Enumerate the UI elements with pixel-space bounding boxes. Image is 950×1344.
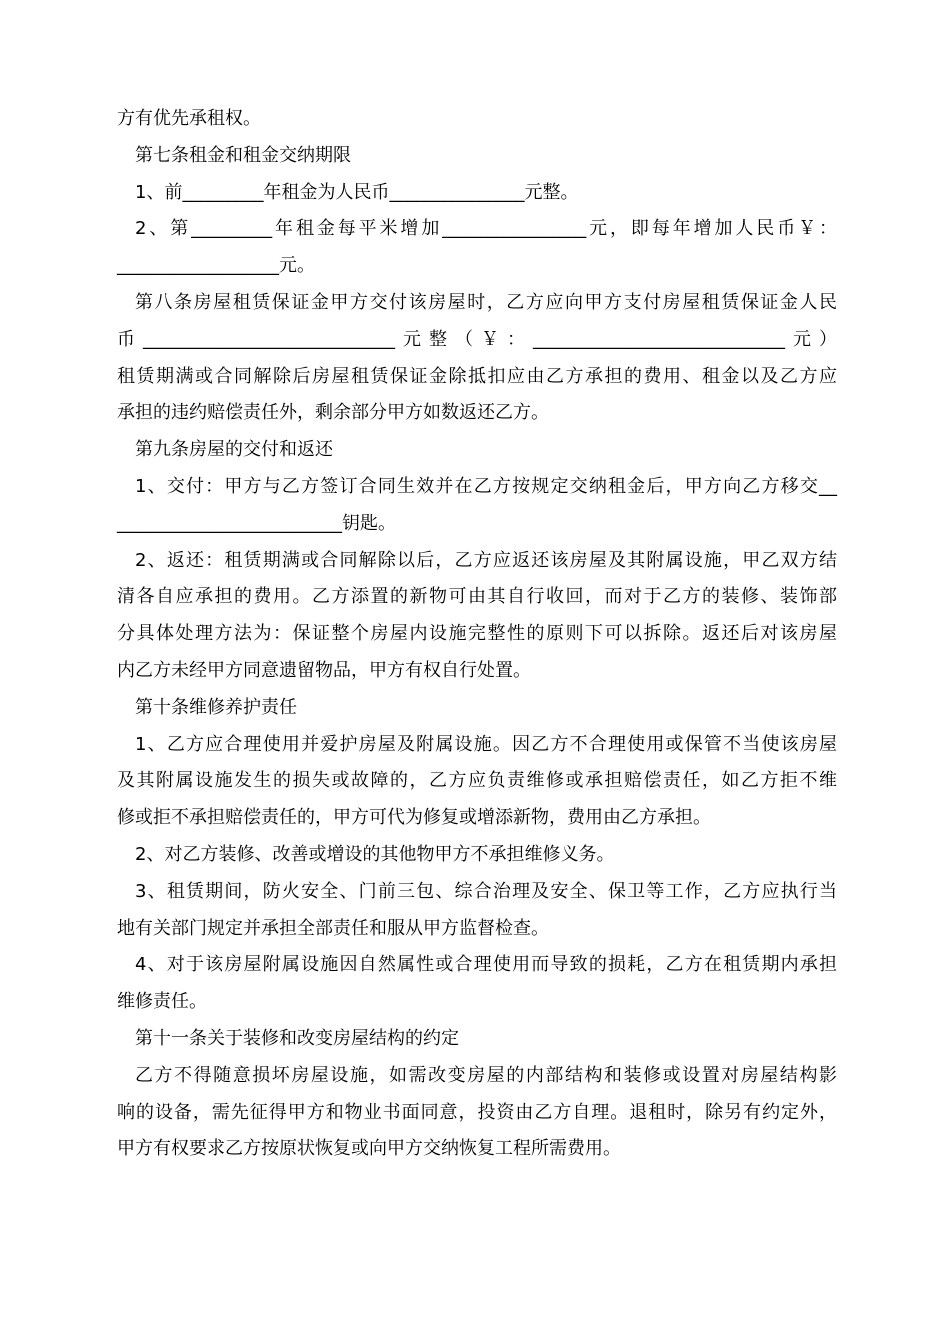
paragraph-line: 乙方不得随意损坏房屋设施，如需改变房屋的内部结构和装修或设置对房屋结构影 <box>135 1064 837 1086</box>
paragraph-line: 2、对乙方装修、改善或增设的其他物甲方不承担维修义务。 <box>135 843 615 865</box>
paragraph-line: _________________________钥匙。 <box>117 512 396 534</box>
paragraph-line: 响的设备，需先征得甲方和物业书面同意，投资由乙方自理。退租时，除另有约定外， <box>117 1101 837 1123</box>
paragraph-line: 清各自应承担的费用。乙方添置的新物可由其自行收回，而对于乙方的装修、装饰部 <box>117 586 837 608</box>
paragraph-line: __________________元。 <box>117 255 315 277</box>
paragraph-line: 承担的违约赔偿责任外，剩余部分甲方如数返还乙方。 <box>117 402 549 424</box>
paragraph-line: 第八条房屋租赁保证金甲方交付该房屋时，乙方应向甲方支付房屋租赁保证金人民 <box>135 291 837 313</box>
paragraph-line: 内乙方未经甲方同意遗留物品，甲方有权自行处置。 <box>117 659 531 681</box>
paragraph-line: 4、对于该房屋附属设施因自然属性或合理使用而导致的损耗，乙方在租赁期内承担 <box>135 954 837 976</box>
paragraph-line: 2、返还：租赁期满或合同解除以后，乙方应返还该房屋及其附属设施，甲乙双方结 <box>135 549 837 571</box>
paragraph-line: 3、租赁期间，防火安全、门前三包、综合治理及安全、保卫等工作，乙方应执行当 <box>135 880 837 902</box>
document-body <box>117 101 837 1168</box>
paragraph-line: 1、交付：甲方与乙方签订合同生效并在乙方按规定交纳租金后，甲方向乙方移交__ <box>135 475 837 497</box>
paragraph-line: 币____________________________元整（￥：____________________________元） <box>117 328 837 350</box>
paragraph-line: 2、第_________年租金每平米增加________________元，即每年增加人民币￥： <box>135 218 837 240</box>
paragraph-line: 租赁期满或合同解除后房屋租赁保证金除抵扣应由乙方承担的费用、租金以及乙方应 <box>117 365 837 387</box>
paragraph-line: 甲方有权要求乙方按原状恢复或向甲方交纳恢复工程所需费用。 <box>117 1138 621 1160</box>
paragraph-line: 修或拒不承担赔偿责任的，甲方可代为修复或增添新物，费用由乙方承担。 <box>117 807 711 829</box>
section-heading: 第九条房屋的交付和返还 <box>135 439 333 461</box>
section-heading: 第七条租金和租金交纳期限 <box>135 144 351 166</box>
paragraph-line: 地有关部门规定并承担全部责任和服从甲方监督检查。 <box>117 917 549 939</box>
section-heading: 第十条维修养护责任 <box>135 696 297 718</box>
paragraph-line: 维修责任。 <box>117 991 207 1013</box>
paragraph-line: 1、乙方应合理使用并爱护房屋及附属设施。因乙方不合理使用或保管不当使该房屋 <box>135 733 837 755</box>
paragraph-line: 及其附属设施发生的损失或故障的，乙方应负责维修或承担赔偿责任，如乙方拒不维 <box>117 770 837 792</box>
paragraph-line: 1、前_________年租金为人民币_______________元整。 <box>135 181 579 203</box>
paragraph-line: 方有优先承租权。 <box>117 108 261 129</box>
paragraph-line: 分具体处理方法为：保证整个房屋内设施完整性的原则下可以拆除。返还后对该房屋 <box>117 623 837 645</box>
section-heading: 第十一条关于装修和改变房屋结构的约定 <box>135 1027 459 1049</box>
